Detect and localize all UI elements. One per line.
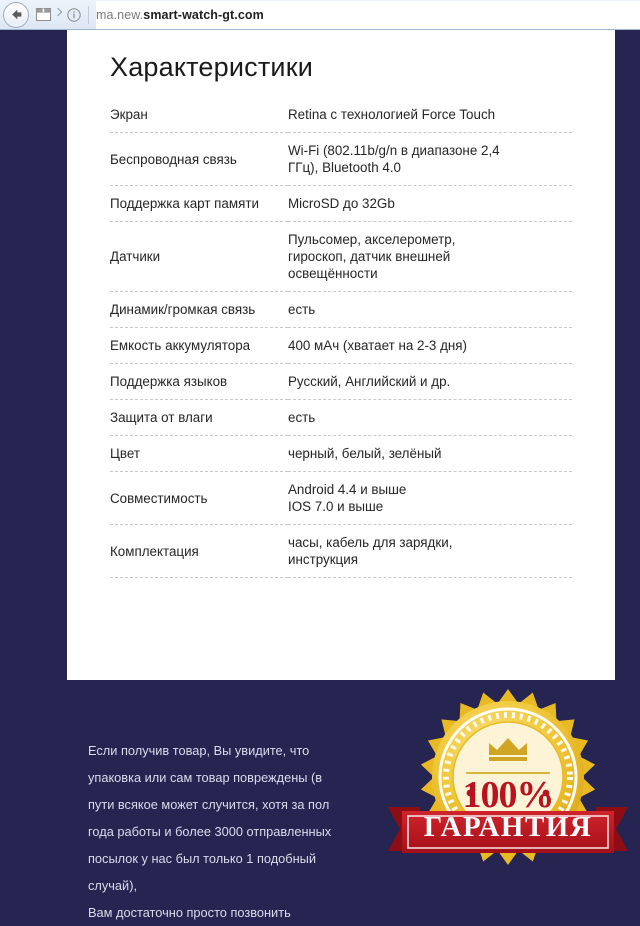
page-title: Характеристики [110,52,313,82]
spec-value [288,328,572,364]
spec-value [288,400,572,436]
guarantee-text-line: Если получив товар, Вы увидите, что [88,743,310,758]
spec-value [288,186,572,222]
table-row [110,292,572,328]
table-row [110,525,572,578]
url-domain: smart-watch-gt.com [143,7,264,22]
spec-value-line: MicroSD до 32Gb [288,196,395,211]
spec-value [288,222,572,292]
badge-guarantee-label: ГАРАНТИЯ [423,811,593,843]
spec-value-line: Retina с технологией Force Touch [288,107,496,122]
address-bar-divider [88,6,89,24]
spec-value-line: IOS 7.0 и выше [288,499,384,514]
spec-label: Беспроводная связь [110,133,288,186]
spec-value [288,472,572,525]
guarantee-text-line: посылок у нас был только 1 подобный [88,851,317,866]
table-row [110,328,572,364]
table-row [110,400,572,436]
guarantee-text-line: упаковка или сам товар повреждены (в [88,770,323,785]
spec-value-line: инструкция [288,552,358,567]
ribbon-shape [388,807,628,853]
spec-value [288,103,572,133]
url-prefix: ma.new. [96,7,144,22]
table-row [110,103,572,133]
spec-value-line: Wi-Fi (802.11b/g/n в диапазоне 2,4 [288,143,500,158]
spec-label: Совместимость [110,472,288,525]
badge-graphic [388,685,628,870]
spec-label: Поддержка языков [110,364,288,400]
spec-value-line: Русский, Английский и др. [288,374,451,389]
browser-toolbar [0,0,640,30]
star-right-icon [543,790,550,797]
spec-value [288,364,572,400]
guarantee-paragraph [88,737,388,926]
spec-label: Поддержка карт памяти [110,186,288,222]
spec-value-line: есть [288,410,316,425]
spec-value-line: есть [288,302,316,317]
page-viewport [0,30,640,920]
spec-value-line: Android 4.4 и выше [288,482,407,497]
page-icon [34,7,52,23]
guarantee-text-line: Вам достаточно просто позвонить [88,905,291,920]
specifications-panel [67,30,615,680]
info-icon[interactable] [66,7,82,23]
spec-label: Цвет [110,436,288,472]
breadcrumb-chevron-icon [54,9,63,20]
spec-value [288,292,572,328]
table-row [110,186,572,222]
spec-label: Динамик/громкая связь [110,292,288,328]
spec-label: Датчики [110,222,288,292]
spec-value-line: ГГц), Bluetooth 4.0 [288,160,401,175]
table-row [110,436,572,472]
spec-label: Защита от влаги [110,400,288,436]
spec-label: Комплектация [110,525,288,578]
spec-value [288,525,572,578]
spec-label: Емкость аккумулятора [110,328,288,364]
specifications-table-body [110,103,572,578]
spec-value-line: часы, кабель для зарядки, [288,535,453,550]
back-arrow-icon [9,7,24,22]
badge-percent-label: 100% [462,774,554,816]
spec-value-line: гироскоп, датчик внешней [288,249,451,264]
table-row [110,222,572,292]
spec-value-line: Пульсомер, акселерометр, [288,232,456,247]
spec-value [288,436,572,472]
table-row [110,364,572,400]
guarantee-text-line: случай), [88,878,138,893]
guarantee-text-line: года работы и более 3000 отправленных [88,824,332,839]
back-button[interactable] [3,2,29,28]
specifications-table [110,103,572,578]
spec-value-line: освещённости [288,266,378,281]
star-left-icon [467,790,474,797]
spec-value-line: 400 мАч (хватает на 2-3 дня) [288,338,468,353]
guarantee-badge [388,685,628,870]
spec-label: Экран [110,103,288,133]
spec-value-line: черный, белый, зелёный [288,446,442,461]
guarantee-section [0,680,640,920]
table-row [110,472,572,525]
guarantee-text-line: пути всякое может случится, хотя за пол [88,797,330,812]
table-row [110,133,572,186]
address-bar[interactable] [96,1,640,29]
spec-value [288,133,572,186]
